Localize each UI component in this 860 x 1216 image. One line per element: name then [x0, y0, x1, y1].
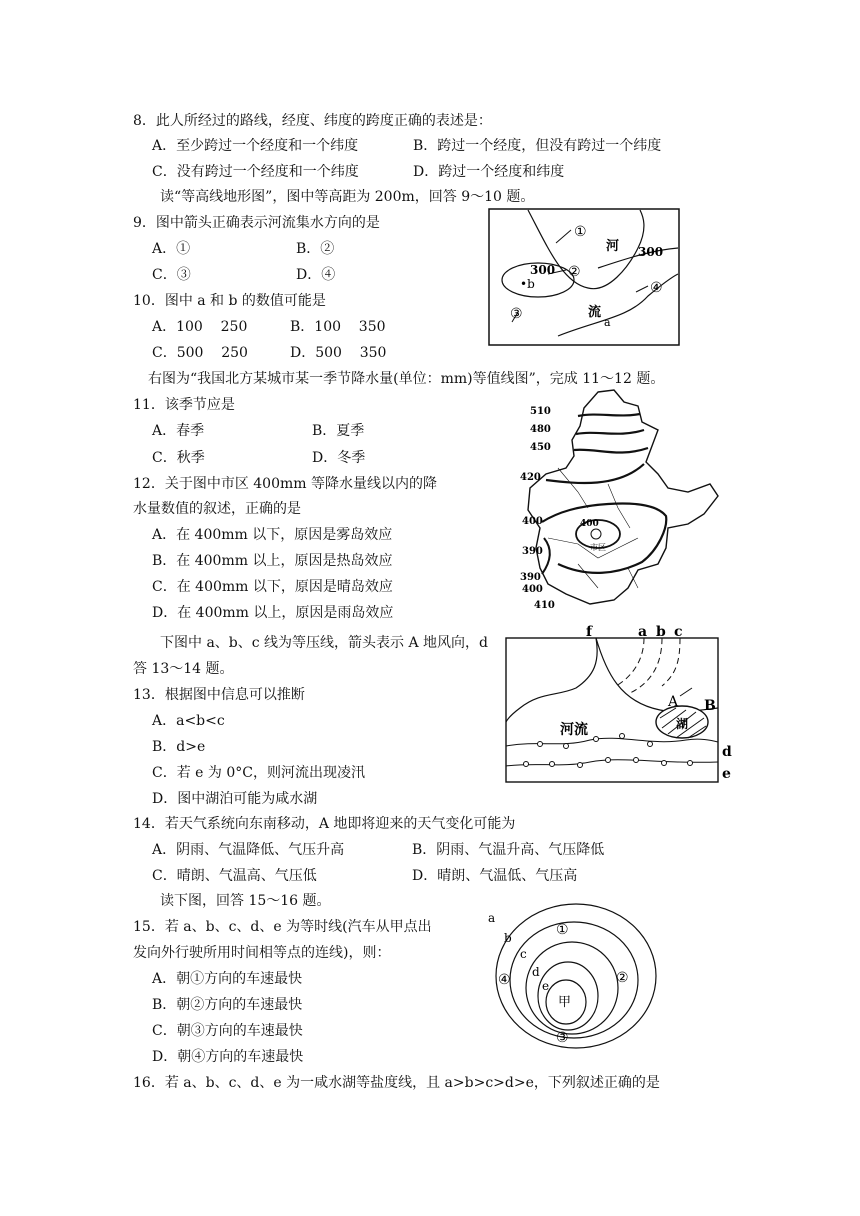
q14-option-b: B．阴雨、气温升高、气压降低 — [412, 842, 605, 858]
arrow-1 — [556, 230, 571, 243]
q11-option-c: C．秋季 — [152, 450, 205, 466]
value-400-bottom: 400 — [522, 584, 543, 595]
label-d: d — [722, 744, 732, 760]
q15-option-a: A．朝①方向的车速最快 — [152, 971, 303, 987]
isoline-510 — [578, 414, 640, 416]
isoline-450 — [574, 448, 648, 453]
q13-stem: 13．根据图中信息可以推断 — [133, 687, 305, 703]
intro-15-16: 读下图，回答 15～16 题。 — [160, 893, 331, 909]
q9-option-d: D．④ — [296, 267, 336, 283]
q12-option-a: A．在 400mm 以下，原因是雾岛效应 — [152, 527, 393, 543]
q14-option-a: A．阴雨、气温降低、气压升高 — [152, 842, 345, 858]
circled-2: ② — [616, 970, 629, 986]
isobar-a — [616, 638, 644, 686]
value-410: 410 — [534, 600, 555, 611]
q9-stem: 9．图中箭头正确表示河流集水方向的是 — [133, 215, 380, 231]
q15-stem-2: 发向外行驶所用时间相等点的连线)，则： — [133, 945, 391, 961]
q14-stem: 14．若天气系统向东南移动，A 地即将迎来的天气变化可能为 — [133, 816, 516, 832]
value-390-bottom: 390 — [520, 572, 541, 583]
label-river: 河流 — [560, 722, 588, 738]
value-450: 450 — [530, 442, 551, 453]
isobar-b — [628, 638, 662, 694]
label-river-liu: 流 — [588, 305, 602, 320]
isobar-c — [662, 638, 680, 686]
label-b: b — [656, 624, 666, 640]
q8-option-c: C．没有跨过一个经度和一个纬度 — [152, 164, 359, 180]
q14-option-c: C．晴朗、气温高、气压低 — [152, 868, 317, 884]
isoline-480 — [576, 430, 644, 434]
isochrone-a — [496, 904, 656, 1048]
wind-arrow — [680, 688, 692, 696]
circled-4: ④ — [498, 972, 511, 988]
q15-option-c: C．朝③方向的车速最快 — [152, 1023, 303, 1039]
q11-option-b: B．夏季 — [312, 423, 365, 439]
circled-1: ① — [556, 922, 569, 938]
label-B: B — [704, 698, 716, 714]
value-510: 510 — [530, 406, 551, 417]
intro-13-14-line2: 答 13～14 题。 — [133, 661, 234, 677]
value-480: 480 — [530, 424, 551, 435]
q8-stem: 8．此人所经过的路线，经度、纬度的跨度正确的表述是： — [133, 113, 492, 129]
intro-9-10: 读“等高线地形图”，图中等高距为 200m，回答 9～10 题。 — [160, 189, 535, 205]
q12-option-c: C．在 400mm 以下，原因是晴岛效应 — [152, 579, 393, 595]
q13-option-c: C．若 e 为 0°C，则河流出现凌汛 — [152, 765, 365, 781]
q12-stem-1: 12．关于图中市区 400mm 等降水量线以内的降 — [133, 476, 437, 492]
q9-option-a: A．① — [152, 241, 191, 257]
rainfall-isoline-map — [518, 388, 724, 613]
label-lake: 湖 — [676, 717, 689, 731]
q8-option-a: A．至少跨过一个经度和一个纬度 — [152, 138, 359, 154]
circled-2: ② — [568, 264, 581, 280]
q15-stem-1: 15．若 a、b、c、d、e 为等时线(汽车从甲点出 — [133, 919, 432, 935]
value-420: 420 — [520, 472, 541, 483]
label-b: •b — [520, 277, 535, 291]
label-c: c — [674, 624, 683, 640]
q13-option-a: A．a<b<c — [152, 713, 225, 729]
river-bank — [596, 638, 718, 712]
label-river-he: 河 — [606, 239, 620, 254]
label-b: b — [504, 931, 512, 945]
isotherm-e — [506, 760, 718, 766]
isochrone-c — [526, 942, 618, 1034]
q10-stem: 10．图中 a 和 b 的数值可能是 — [133, 293, 326, 309]
q13-option-b: B．d>e — [152, 739, 206, 755]
label-a: a — [604, 316, 611, 329]
label-a: a — [488, 911, 496, 925]
label-city-district: 市区 — [590, 543, 606, 552]
isoline-400-outer — [542, 504, 666, 573]
q12-stem-2: 水量数值的叙述，正确的是 — [133, 501, 301, 517]
pressure-map-figure — [500, 622, 740, 788]
intro-13-14-line1: 下图中 a、b、c 线为等压线，箭头表示 A 地风向，d — [160, 635, 489, 651]
circled-1: ① — [574, 224, 587, 240]
label-jia: 甲 — [558, 995, 572, 1010]
label-d: d — [532, 965, 540, 979]
label-A: A — [668, 694, 679, 710]
circled-3: ③ — [556, 1030, 569, 1046]
q11-stem: 11．该季节应是 — [133, 397, 235, 413]
q10-option-d: D．500 350 — [290, 345, 387, 361]
q16-stem: 16．若 a、b、c、d、e 为一咸水湖等盐度线，且 a>b>c>d>e，下列叙述正确的是 — [133, 1075, 660, 1091]
intro-11-12: 右图为“我国北方某城市某一季节降水量(单位：mm)等值线图”，完成 11～12 题。 — [148, 371, 665, 387]
label-f: f — [586, 624, 593, 640]
value-400-left: 400 — [522, 516, 543, 527]
value-400-city: 400 — [580, 519, 599, 529]
isochrone-figure — [478, 900, 658, 1052]
q11-option-a: A．春季 — [152, 423, 205, 439]
label-a: a — [638, 624, 648, 640]
q8-option-b: B．跨过一个经度，但没有跨过一个纬度 — [413, 138, 662, 154]
isoline-390 — [542, 538, 550, 574]
q10-option-b: B．100 350 — [290, 319, 386, 335]
q15-option-b: B．朝②方向的车速最快 — [152, 997, 303, 1013]
circled-3: ③ — [510, 306, 523, 322]
city-center-icon — [591, 529, 601, 539]
q15-option-d: D．朝④方向的车速最快 — [152, 1049, 304, 1065]
q8-option-d: D．跨过一个经度和纬度 — [413, 164, 565, 180]
contour-map-figure — [488, 208, 680, 346]
label-300-left: 300 — [530, 263, 556, 277]
value-390-left: 390 — [522, 546, 543, 557]
circled-4: ④ — [650, 280, 663, 296]
q10-option-c: C．500 250 — [152, 345, 248, 361]
q14-option-d: D．晴朗、气温低、气压高 — [412, 868, 578, 884]
label-e: e — [722, 766, 731, 782]
arrow-4 — [636, 286, 648, 292]
q9-option-c: C．③ — [152, 267, 191, 283]
q12-option-b: B．在 400mm 以上，原因是热岛效应 — [152, 553, 393, 569]
q12-option-d: D．在 400mm 以上，原因是雨岛效应 — [152, 605, 394, 621]
line-f — [506, 638, 597, 722]
q9-option-b: B．② — [296, 241, 335, 257]
label-c: c — [520, 947, 527, 961]
q13-option-d: D．图中湖泊可能为咸水湖 — [152, 791, 318, 807]
label-e: e — [542, 979, 550, 993]
q11-option-d: D．冬季 — [312, 450, 366, 466]
label-300-right: 300 — [638, 245, 664, 259]
city-outline — [528, 390, 718, 604]
q10-option-a: A．100 250 — [152, 319, 248, 335]
isoline-420 — [546, 464, 644, 483]
